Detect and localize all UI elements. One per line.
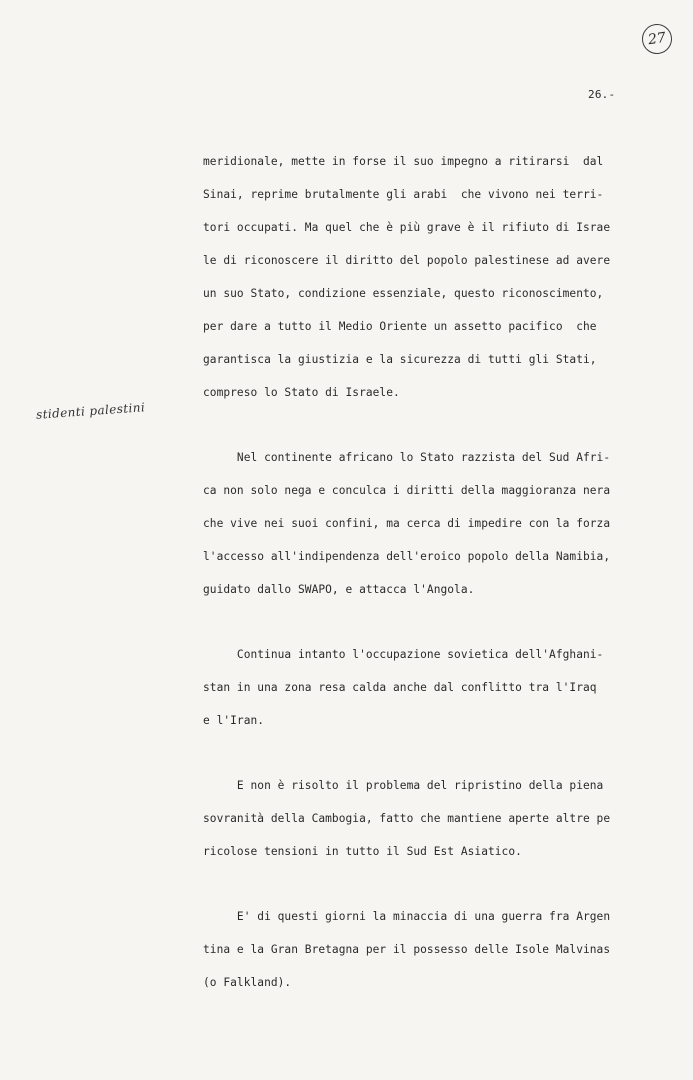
- text-line: Continua intanto l'occupazione sovietica dell'Afghani-: [203, 648, 604, 661]
- text-line: ca non solo nega e conculca i diritti della maggioranza nera: [203, 484, 611, 497]
- text-line: l'accesso all'indipendenza dell'eroico popolo della Namibia,: [203, 550, 611, 563]
- text-line: E non è risolto il problema del ripristino della piena: [203, 779, 604, 792]
- text-line: guidato dallo SWAPO, e attacca l'Angola.: [203, 583, 475, 596]
- text-line: per dare a tutto il Medio Oriente un assetto pacifico che: [203, 320, 597, 333]
- text-line: stan in una zona resa calda anche dal conflitto tra l'Iraq: [203, 681, 597, 694]
- page-stamp: 27: [640, 22, 674, 56]
- text-line: Nel continente africano lo Stato razzista del Sud Afri-: [203, 451, 611, 464]
- page-number: 26.-: [588, 88, 616, 101]
- text-line: sovranità della Cambogia, fatto che mantiene aperte altre pe: [203, 812, 611, 825]
- text-line: un suo Stato, condizione essenziale, questo riconoscimento,: [203, 287, 604, 300]
- text-line: ricolose tensioni in tutto il Sud Est Asiatico.: [203, 845, 522, 858]
- text-line: (o Falkland).: [203, 976, 292, 989]
- text-line: le di riconoscere il diritto del popolo palestinese ad avere: [203, 254, 611, 267]
- text-line: compreso lo Stato di Israele.: [203, 386, 400, 399]
- text-line: che vive nei suoi confini, ma cerca di impedire con la forza: [203, 517, 611, 530]
- text-line: tori occupati. Ma quel che è più grave è il rifiuto di Israe: [203, 221, 611, 234]
- text-line: E' di questi giorni la minaccia di una guerra fra Argen: [203, 910, 611, 923]
- text-line: e l'Iran.: [203, 714, 265, 727]
- text-line: tina e la Gran Bretagna per il possesso delle Isole Malvinas: [203, 943, 611, 956]
- text-line: meridionale, mette in forse il suo impegno a ritirarsi dal: [203, 155, 604, 168]
- text-line: garantisca la giustizia e la sicurezza di tutti gli Stati,: [203, 353, 597, 366]
- handwritten-margin-note: stidenti palestini: [35, 400, 146, 422]
- text-line: Sinai, reprime brutalmente gli arabi che vivono nei terri-: [203, 188, 604, 201]
